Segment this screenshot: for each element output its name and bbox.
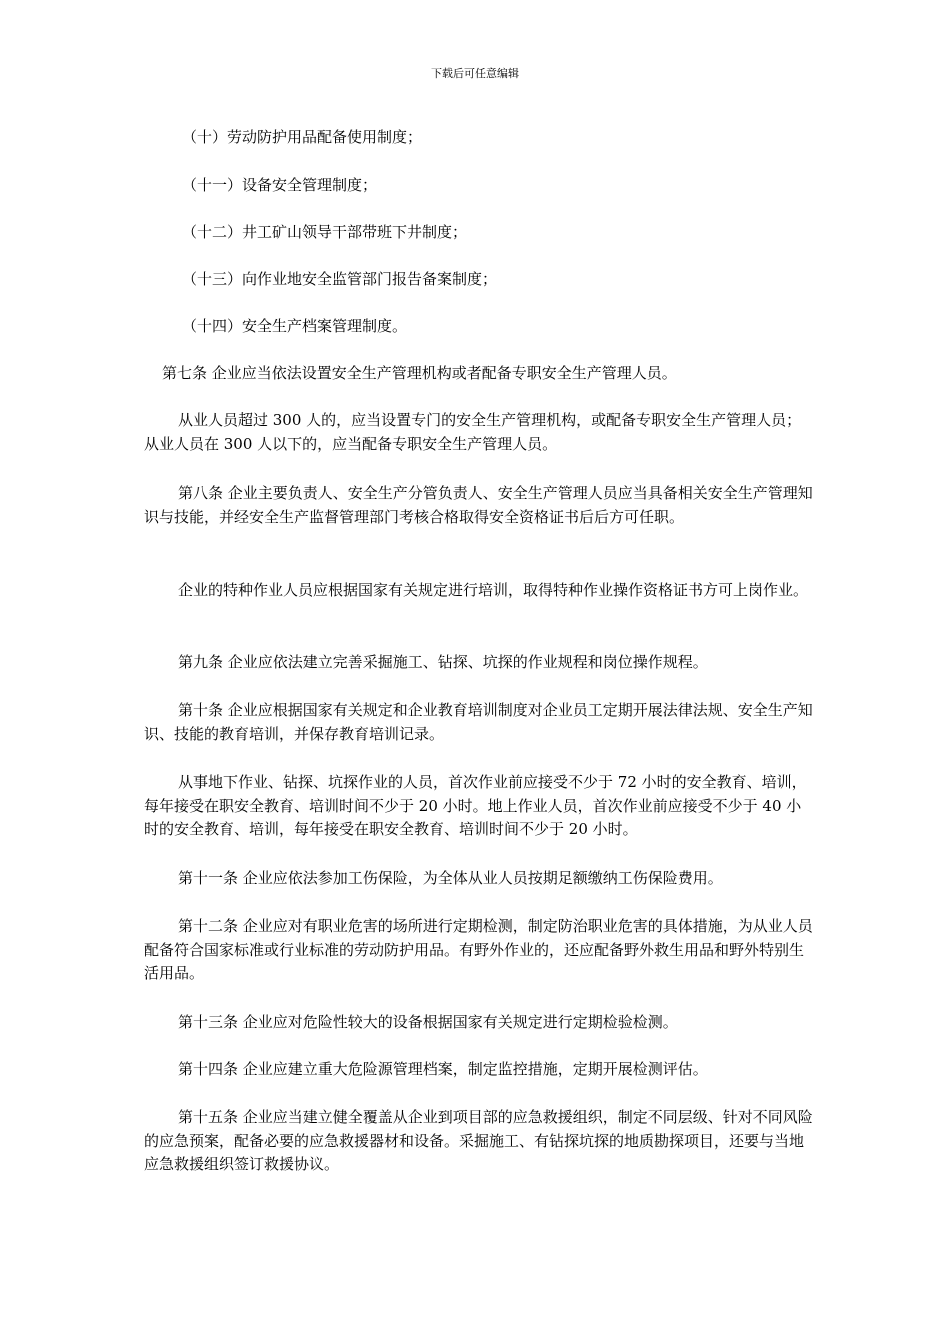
list-item: （十一）设备安全管理制度；: [182, 176, 378, 194]
paragraph-article-14: 第十四条 企业应建立重大危险源管理档案，制定监控措施，定期开展检测评估。: [178, 1060, 708, 1078]
paragraph-article-10: 第十条 企业应根据国家有关规定和企业教育培训制度对企业员工定期开展法律法规、安全生产知识、技能的教育培训，并保存教育培训记录。: [144, 701, 813, 743]
list-item: （十）劳动防护用品配备使用制度；: [182, 128, 423, 146]
paragraph: 从事地下作业、钻探、坑探作业的人员，首次作业前应接受不少于 72 小时的安全教育、培训，每年接受在职安全教育、培训时间不少于 20 小时。地上作业人员，首次作业前应接受不少于 40 小时的安全教育、培训，每年接受在职安全教育、培训时间不少于 20 小时。: [144, 773, 807, 838]
paragraph: 企业的特种作业人员应根据国家有关规定进行培训，取得特种作业操作资格证书方可上岗作业。: [178, 581, 809, 599]
paragraph: 从业人员超过 300 人的，应当设置专门的安全生产管理机构，或配备专职安全生产管理人员；从业人员在 300 人以下的，应当配备专职安全生产管理人员。: [144, 411, 802, 453]
paragraph-article-12: 第十二条 企业应对有职业危害的场所进行定期检测，制定防治职业危害的具体措施，为从业人员配备符合国家标准或行业标准的劳动防护用品。有野外作业的，还应配备野外救生用品和野外特别生活用品。: [144, 917, 813, 982]
page-header-note: 下载后可任意编辑: [431, 67, 519, 80]
list-item: （十四）安全生产档案管理制度。: [182, 317, 408, 335]
paragraph-article-8: 第八条 企业主要负责人、安全生产分管负责人、安全生产管理人员应当具备相关安全生产管理知识与技能，并经安全生产监督管理部门考核合格取得安全资格证书后后方可任职。: [144, 484, 813, 526]
paragraph-article-7: 第七条 企业应当依法设置安全生产管理机构或者配备专职安全生产管理人员。: [162, 364, 677, 382]
paragraph-article-9: 第九条 企业应依法建立完善采掘施工、钻探、坑探的作业规程和岗位操作规程。: [178, 653, 708, 671]
paragraph-article-15: 第十五条 企业应当建立健全覆盖从企业到项目部的应急救援组织，制定不同层级、针对不同风险的应急预案，配备必要的应急救援器材和设备。采掘施工、有钻探坑探的地质勘探项目，还要与当地应急救援组织签订救援协议。: [144, 1108, 813, 1173]
list-item: （十三）向作业地安全监管部门报告备案制度；: [182, 270, 498, 288]
paragraph-article-13: 第十三条 企业应对危险性较大的设备根据国家有关规定进行定期检验检测。: [178, 1013, 678, 1031]
list-item: （十二）井工矿山领导干部带班下井制度；: [182, 223, 468, 241]
paragraph-article-11: 第十一条 企业应依法参加工伤保险，为全体从业人员按期足额缴纳工伤保险费用。: [178, 869, 723, 887]
